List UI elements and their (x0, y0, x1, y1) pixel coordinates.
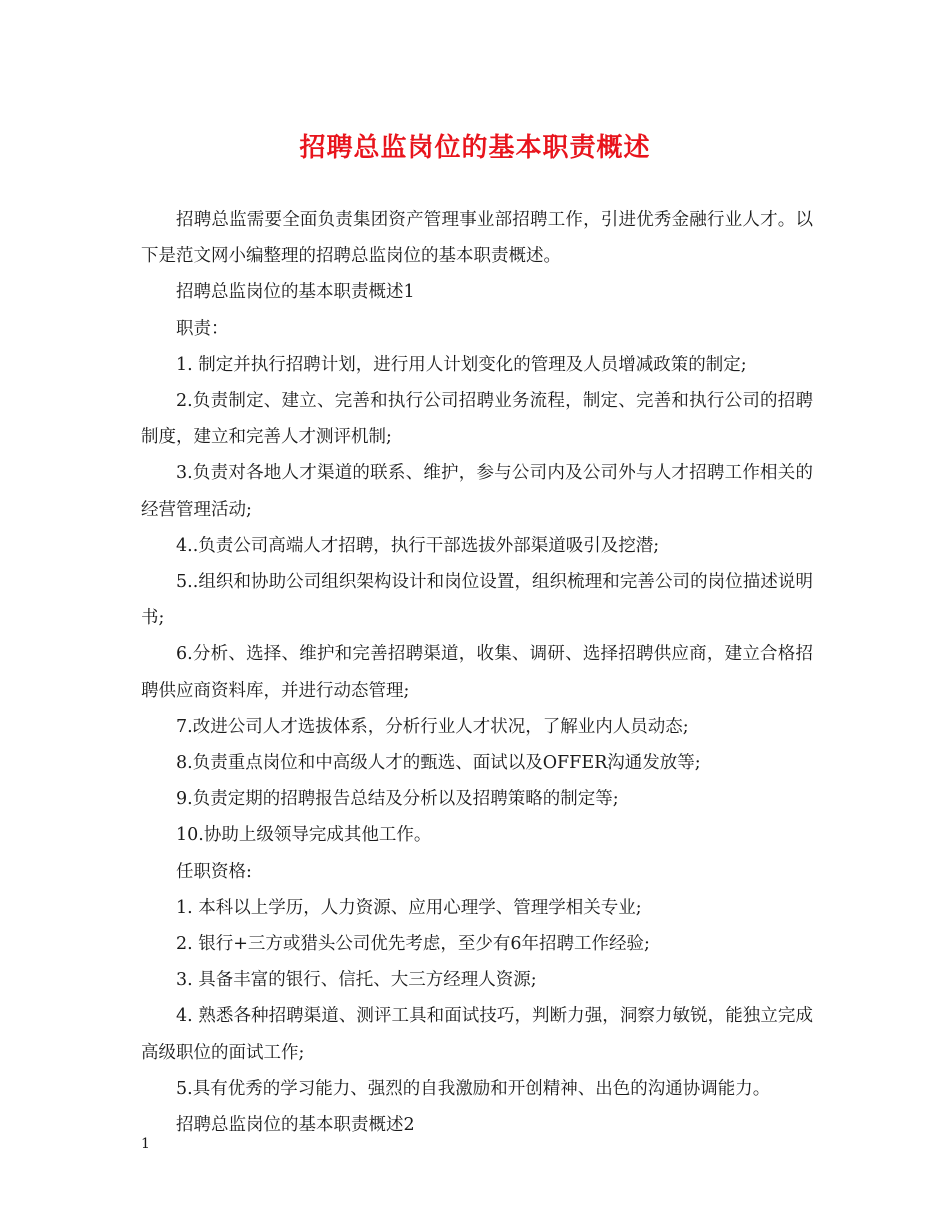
duty-item-9: 9.负责定期的招聘报告总结及分析以及招聘策略的制定等; (176, 789, 619, 810)
qualification-item-1: 1. 本科以上学历，人力资源、应用心理学、管理学相关专业; (176, 897, 642, 918)
qualification-item-3: 3. 具备丰富的银行、信托、大三方经理人资源; (176, 970, 537, 991)
section-heading-1: 招聘总监岗位的基本职责概述1 (176, 282, 415, 303)
section-heading-2: 招聘总监岗位的基本职责概述2 (176, 1115, 415, 1136)
duty-item-3: 3.负责对各地人才渠道的联系、维护，参与公司内及公司外与人才招聘工作相关的经营管理活动; (141, 463, 813, 520)
document-body (141, 202, 813, 1143)
duties-label: 职责： (176, 318, 229, 339)
page-number: 1 (141, 1136, 150, 1152)
duty-item-4: 4..负责公司高端人才招聘，执行干部选拔外部渠道吸引及挖潜; (176, 535, 660, 556)
duty-item-2: 2.负责制定、建立、完善和执行公司招聘业务流程，制定、完善和执行公司的招聘制度，建立和完善人才测评机制; (141, 391, 813, 448)
qualification-item-5: 5.具有优秀的学习能力、强烈的自我激励和开创精神、出色的沟通协调能力。 (176, 1078, 771, 1099)
paragraph-intro: 招聘总监需要全面负责集团资产管理事业部招聘工作，引进优秀金融行业人才。以下是范文网小编整理的招聘总监岗位的基本职责概述。 (141, 210, 813, 267)
duty-item-5: 5..组织和协助公司组织架构设计和岗位设置，组织梳理和完善公司的岗位描述说明书; (141, 572, 813, 629)
qualification-item-2: 2. 银行+三方或猎头公司优先考虑，至少有6年招聘工作经验; (176, 934, 650, 955)
duty-item-10: 10.协助上级领导完成其他工作。 (176, 825, 432, 846)
duty-item-8: 8.负责重点岗位和中高级人才的甄选、面试以及OFFER沟通发放等; (176, 753, 701, 774)
document-title: 招聘总监岗位的基本职责概述 (299, 133, 651, 163)
qualification-item-4: 4. 熟悉各种招聘渠道、测评工具和面试技巧，判断力强，洞察力敏锐，能独立完成高级职位的面试工作; (141, 1006, 813, 1063)
qualifications-label: 任职资格: (176, 861, 252, 882)
duty-item-6: 6.分析、选择、维护和完善招聘渠道，收集、调研、选择招聘供应商，建立合格招聘供应商资料库，并进行动态管理; (141, 644, 813, 701)
duty-item-7: 7.改进公司人才选拔体系，分析行业人才状况，了解业内人员动态; (176, 716, 689, 737)
duty-item-1: 1. 制定并执行招聘计划，进行用人计划变化的管理及人员增减政策的制定; (176, 354, 747, 375)
